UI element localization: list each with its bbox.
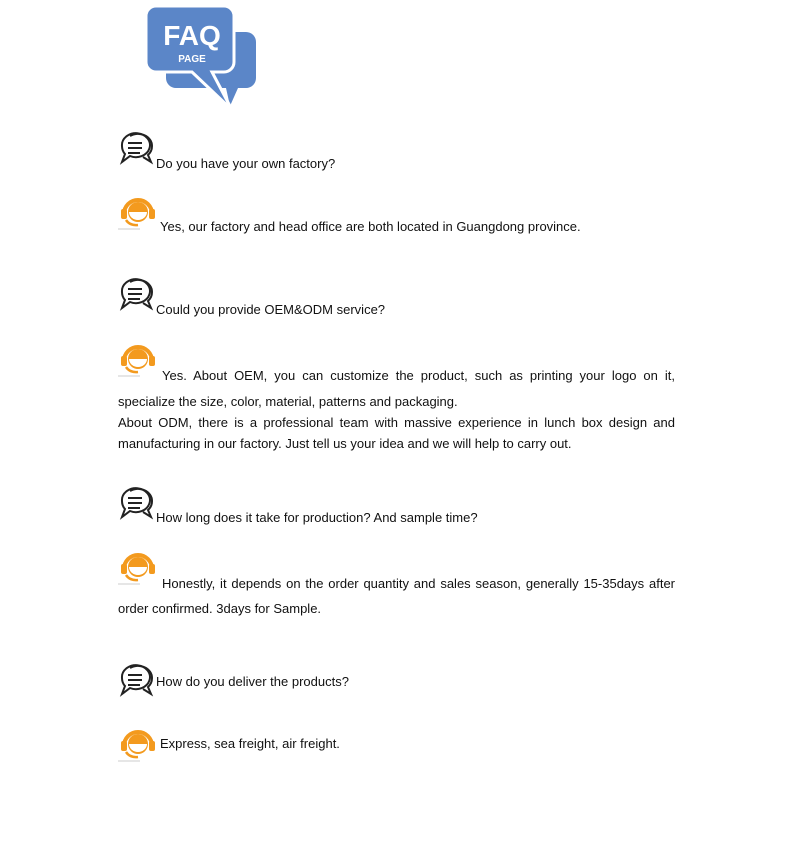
answer-2-line-4: manufacturing in our factory. Just tell us your idea and we will help to carry out. [118,436,572,451]
answer-3-line-2: order confirmed. 3days for Sample. [118,601,322,616]
question-4: How do you deliver the products? [156,674,349,689]
answer-support-icon [118,190,158,230]
answer-2-line-3: About ODM, there is a professional team with massive experience in lunch box design and [118,415,675,430]
answer-3-body [118,598,675,619]
question-2: Could you provide OEM&ODM service? [156,302,386,317]
logo-title: FAQ [163,20,221,51]
question-chat-icon [116,274,156,314]
answer-4: Express, sea freight, air freight. [160,736,340,751]
question-chat-icon [116,128,156,168]
answer-2-line-1: Yes. About OEM, you can customize the product, such as printing your logo on it, [162,368,675,383]
question-1: Do you have your own factory? [156,156,336,171]
answer-1: Yes, our factory and head office are both located in Guangdong province. [160,219,581,234]
logo-subtitle: PAGE [178,54,206,65]
answer-2-body [118,391,675,454]
faq-page-logo [146,4,258,112]
question-chat-icon [116,660,156,700]
answer-3-line-1: Honestly, it depends on the order quantity and sales season, generally 15-35days after [162,576,675,591]
answer-support-icon [118,722,158,762]
question-3: How long does it take for production? And sample time? [156,510,478,525]
answer-2-line-2: specialize the size, color, material, patterns and packaging. [118,394,458,409]
question-chat-icon [116,483,156,523]
